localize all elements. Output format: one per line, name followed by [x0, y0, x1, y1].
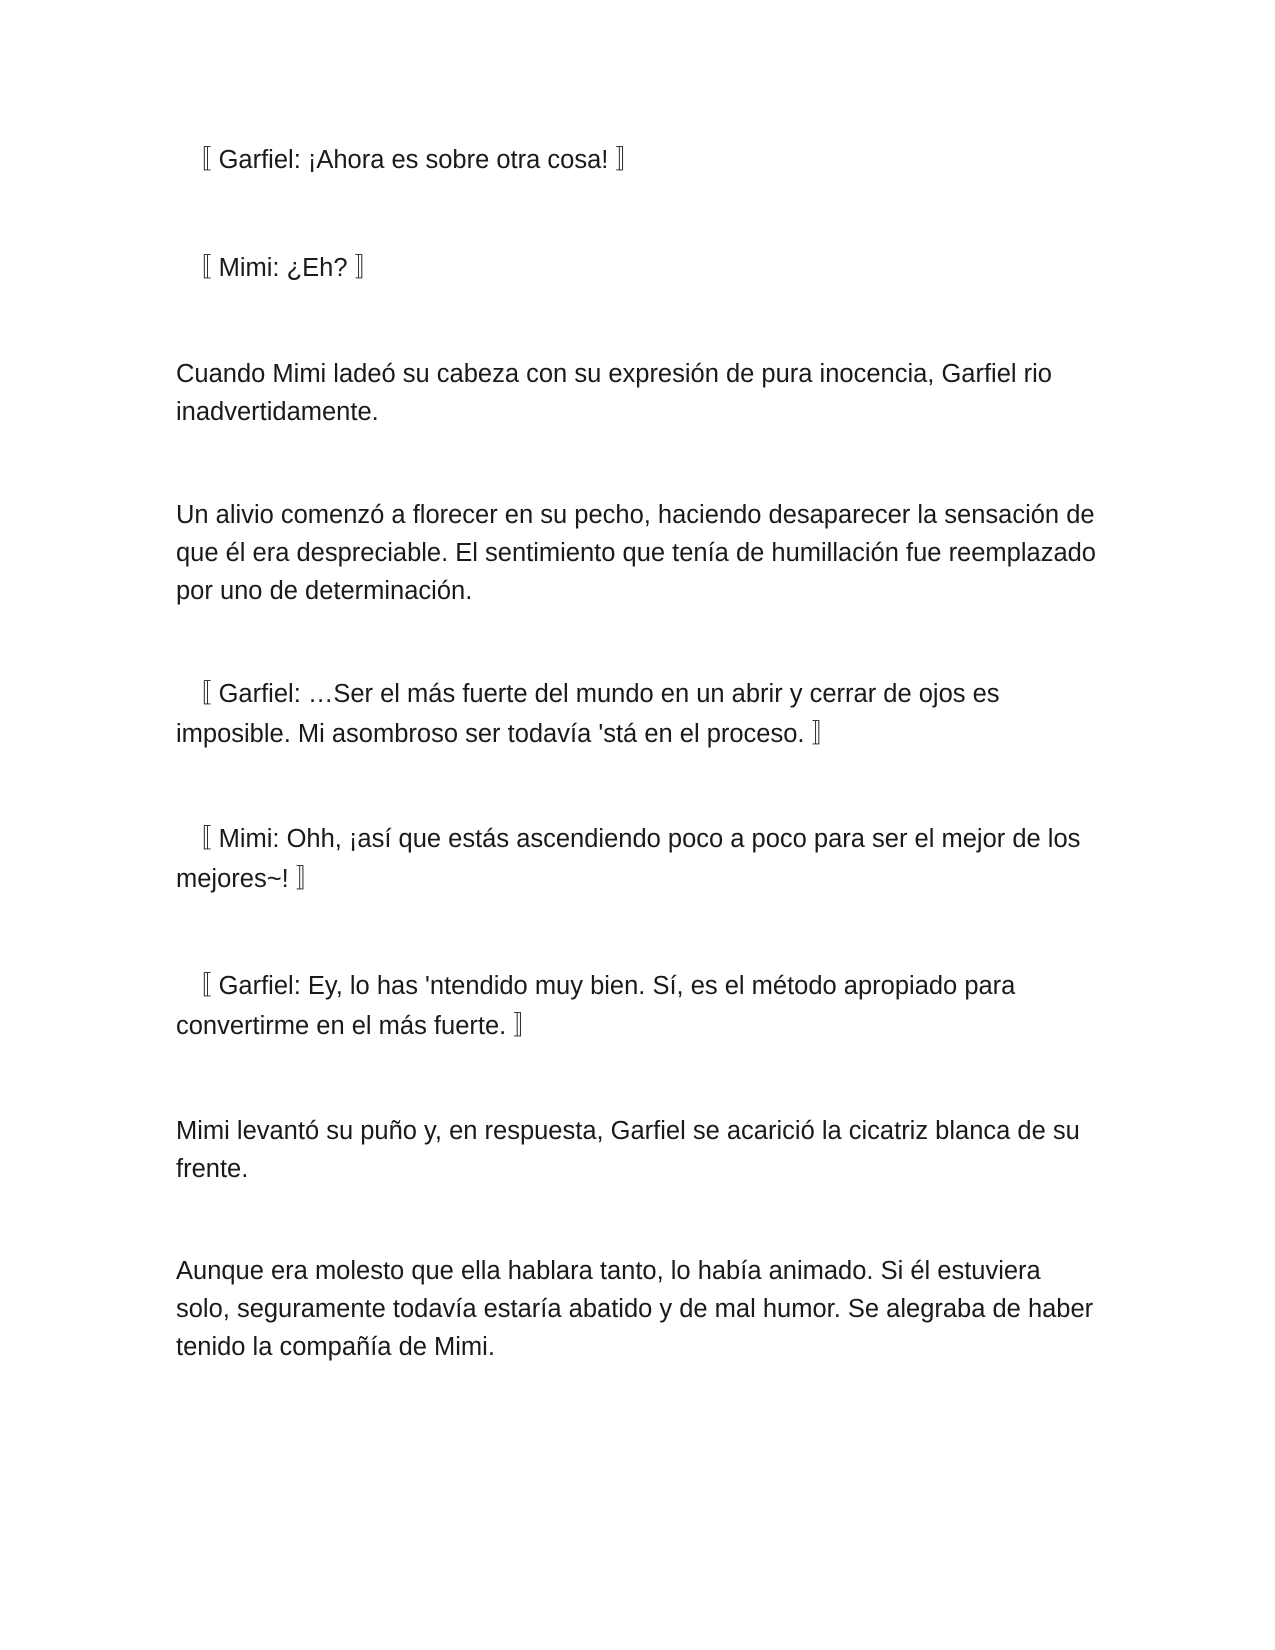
dialogue-garfiel-1: 〚 Garfiel: ¡Ahora es sobre otra cosa! 〛: [186, 146, 641, 174]
narration-paragraph-4: Aunque era molesto que ella hablara tanto, lo había animado. Si él estuviera solo, seguramente todavía estaría abatido y de mal humor. Se alegraba de haber tenido la compañía de Mimi.: [176, 1257, 1094, 1361]
dialogue-mimi-2: 〚 Mimi: Ohh, ¡así que estás ascendiendo poco a poco para ser el mejor de los mejores~! 〛: [176, 825, 1081, 893]
dialogue-garfiel-2: 〚 Garfiel: …Ser el más fuerte del mundo en un abrir y cerrar de ojos es imposible. Mi asombroso ser todavía 'stá en el proceso. 〛: [176, 680, 1000, 748]
narration-paragraph-1: Cuando Mimi ladeó su cabeza con su expresión de pura inocencia, Garfiel rio inadvertidamente.: [176, 360, 1052, 426]
narration-paragraph-3: Mimi levantó su puño y, en respuesta, Garfiel se acarició la cicatriz blanca de su frente.: [176, 1117, 1080, 1183]
narration-paragraph-2: Un alivio comenzó a florecer en su pecho, haciendo desaparecer la sensación de que él era despreciable. El sentimiento que tenía de humillación fue reemplazado por uno de determinación.: [176, 501, 1096, 605]
dialogue-garfiel-3: 〚 Garfiel: Ey, lo has 'ntendido muy bien. Sí, es el método apropiado para convertirme en el más fuerte. 〛: [176, 972, 1016, 1040]
dialogue-mimi-1: 〚 Mimi: ¿Eh? 〛: [186, 254, 381, 282]
